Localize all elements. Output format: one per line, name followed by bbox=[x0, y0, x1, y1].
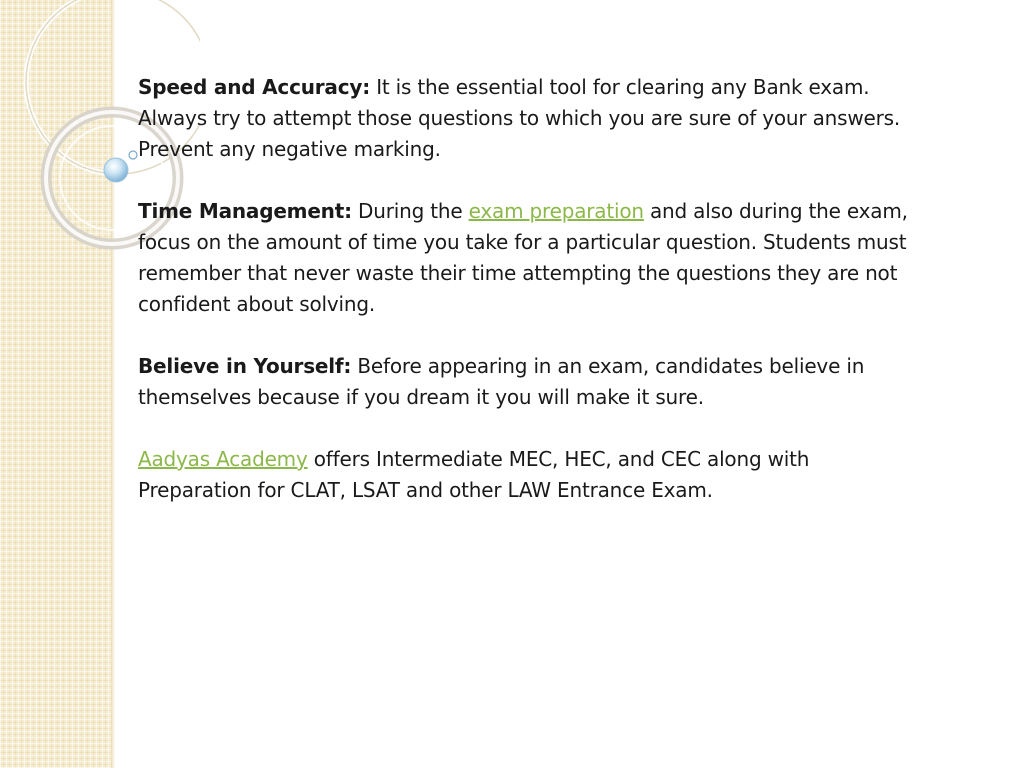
exam-preparation-link[interactable]: exam preparation bbox=[468, 199, 644, 223]
patterned-sidebar bbox=[0, 0, 113, 768]
believe-yourself-paragraph bbox=[138, 351, 918, 413]
speed-accuracy-heading: Speed and Accuracy: bbox=[138, 75, 371, 99]
speed-accuracy-paragraph bbox=[138, 72, 918, 165]
time-management-heading: Time Management: bbox=[138, 199, 352, 223]
time-management-text-before: During the bbox=[351, 199, 469, 223]
slide-body bbox=[138, 72, 918, 537]
academy-text: offers Intermediate MEC, HEC, and CEC along with Preparation for CLAT, LSAT and other LAW Entrance Exam. bbox=[138, 447, 810, 502]
hollow-circle-bullet bbox=[129, 151, 137, 159]
time-management-text-after: and also during the exam, focus on the amount of time you take for a particular question. Students must remember that never waste their time attempting the questions they are not confident about solving. bbox=[138, 199, 908, 316]
believe-yourself-text: Before appearing in an exam, candidates believe in themselves because if you dream it you will make it sure. bbox=[138, 354, 865, 409]
sidebar-edge bbox=[111, 0, 115, 768]
aadyas-academy-link[interactable]: Aadyas Academy bbox=[138, 447, 308, 471]
academy-paragraph bbox=[138, 444, 918, 506]
time-management-paragraph bbox=[138, 196, 918, 320]
believe-yourself-heading: Believe in Yourself: bbox=[138, 354, 352, 378]
speed-accuracy-text: It is the essential tool for clearing any Bank exam. Always try to attempt those questions to which you are sure of your answers. Prevent any negative marking. bbox=[138, 75, 900, 161]
